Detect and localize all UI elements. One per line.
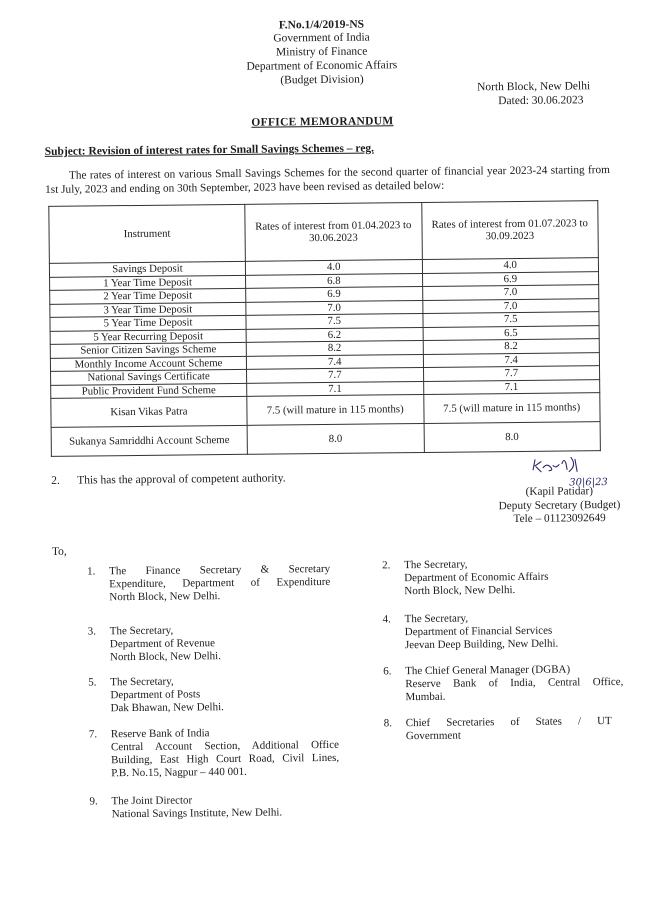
subject-line: Subject: Revision of interest rates for Small Savings Schemes – reg. [44,142,375,158]
new-rate-cell: 7.4 [423,352,600,367]
addressee-number: 9. [89,795,98,808]
department-line: Department of Economic Affairs [246,59,398,73]
addressee-line: Building, East High Court Road, Civil Lines, [111,751,340,767]
old-rate-cell: 7.5 (will mature in 115 months) [247,394,424,425]
addressee-line: The Finance Secretary & Secretary [109,562,331,578]
addressee-1 [87,563,330,605]
addressee-6 [383,663,623,705]
addressee-line: Reserve Bank of India [110,727,210,741]
old-rate-cell: 6.8 [246,273,423,288]
new-rate-cell: 8.0 [424,422,601,453]
addressee-line: P.B. No.15, Nagpur – 440 001. [111,765,247,780]
instrument-cell: Kisan Vikas Patra [51,396,247,427]
addressee-line: Department of Economic Affairs [404,570,549,585]
instrument-cell: Senior Citizen Savings Scheme [50,342,246,358]
table-row [51,422,600,457]
new-rate-cell: 6.5 [423,325,600,340]
place-and-date [477,79,627,109]
instrument-cell: Monthly Income Account Scheme [50,356,246,372]
addressee-line: Chief Secretaries of States / UT [405,715,612,730]
addressee-number: 3. [87,625,97,638]
addressee-line: Department of Posts [110,688,201,702]
addressee-number: 4. [382,613,391,626]
addressee-line: The Chief General Manager (DGBA) [405,663,571,678]
addressee-9 [89,793,332,822]
new-rate-cell: 7.5 (will mature in 115 months) [423,393,600,424]
new-rate-cell: 7.5 [422,312,599,327]
addressee-line: Department of Revenue [109,637,216,651]
instrument-cell: 1 Year Time Deposit [50,275,246,291]
signatory-block [479,485,639,527]
memo-title: OFFICE MEMORANDUM [251,115,394,129]
instrument-cell: 5 Year Recurring Deposit [50,329,246,345]
new-rate-cell: 7.1 [423,379,600,394]
addressee-line: The Secretary, [404,558,468,572]
new-rate-cell: 6.9 [422,271,599,286]
old-rate-cell: 7.5 [246,313,423,328]
new-rate-cell: 7.0 [422,298,599,313]
table-header-row [49,201,599,264]
addressee-5 [88,674,331,716]
instrument-cell: Savings Deposit [49,261,245,277]
addressee-line: North Block, New Delhi. [404,584,516,598]
signatory-name: (Kapil Patidar) [525,485,594,498]
new-rate-cell: 7.7 [423,366,600,381]
intro-paragraph: The rates of interest on various Small Savings Schemes for the second quarter of financial year 2023-24 starting from 1st July, 2023 and ending on 30th September, 2023 have been revised as detailed below: [45,164,611,196]
old-rate-cell: 8.0 [247,423,424,454]
addressee-number: 2. [382,559,391,572]
addressee-line: Expenditure, Department of Expenditure [109,575,331,591]
signatory-designation: Deputy Secretary (Budget) [498,498,621,512]
instrument-cell: 3 Year Time Deposit [50,302,246,318]
government-line: Government of India [273,31,370,45]
addressee-number: 6. [383,665,392,678]
addressee-line: North Block, New Delhi. [109,590,221,604]
addressee-line: Dak Bhawan, New Delhi. [110,701,224,715]
addressee-line: The Secretary, [110,675,174,689]
instrument-cell: Public Provident Fund Scheme [51,383,247,399]
new-rate-cell: 8.2 [423,339,600,354]
old-rate-cell: 4.0 [245,259,422,274]
old-rate-cell: 6.9 [246,286,423,301]
addressee-line: North Block, New Delhi. [109,650,221,664]
approval-number: 2. [51,474,60,487]
addressee-number: 8. [383,717,393,730]
addressee-line: National Savings Institute, New Delhi. [111,806,283,821]
dated: Dated: 30.06.2023 [498,94,584,108]
old-rate-cell: 7.0 [246,300,423,315]
addressee-4 [383,611,623,653]
addressee-line: Jeevan Deep Building, New Delhi. [404,637,559,652]
old-rate-cell: 7.7 [247,367,424,382]
old-rate-cell: 8.2 [246,340,423,355]
addressee-3 [88,623,331,665]
addressee-2 [382,557,622,599]
interest-rates-table [48,200,601,457]
addressee-line: Reserve Bank of India, Central Office, [405,675,624,691]
instrument-cell: 2 Year Time Deposit [50,288,246,304]
new-rate-cell: 4.0 [422,258,599,273]
header-new-rate: Rates of interest from 01.07.2023 to 30.09.2023 [421,201,598,260]
division-line: (Budget Division) [280,73,364,87]
new-rate-cell: 7.0 [422,285,599,300]
header-old-rate: Rates of interest from 01.04.2023 to 30.06.2023 [245,202,422,261]
to-label: To, [51,545,67,558]
old-rate-cell: 7.4 [246,354,423,369]
instrument-cell: Sukanya Samriddhi Account Scheme [51,425,247,456]
addressee-line: Department of Financial Services [404,624,553,639]
old-rate-cell: 6.2 [246,327,423,342]
addressee-7 [89,726,340,781]
svg-text:30|6|23: 30|6|23 [569,477,608,489]
header-instrument: Instrument [49,204,246,263]
addressee-line: The Secretary, [109,624,174,638]
addressee-8 [384,715,612,743]
approval-line [51,472,286,486]
instrument-cell: National Savings Certificate [51,369,247,385]
place: North Block, New Delhi [477,80,591,94]
addressee-number: 5. [88,676,97,689]
addressee-line: Central Account Section, Additional Office [110,738,340,754]
old-rate-cell: 7.1 [247,381,424,396]
addressee-line: The Secretary, [404,612,469,626]
addressee-number: 7. [88,728,98,741]
addressee-line: The Joint Director [111,794,193,808]
signatory-phone: Tele – 01123092649 [513,512,606,526]
addressee-line: Mumbai. [405,690,446,704]
addressee-number: 1. [87,565,96,578]
ministry-line: Ministry of Finance [275,45,368,59]
file-number: F.No.1/4/2019-NS [278,18,365,32]
addressee-line: Government [405,729,461,743]
instrument-cell: 5 Year Time Deposit [50,315,246,331]
approval-text: This has the approval of competent authority. [77,472,286,487]
